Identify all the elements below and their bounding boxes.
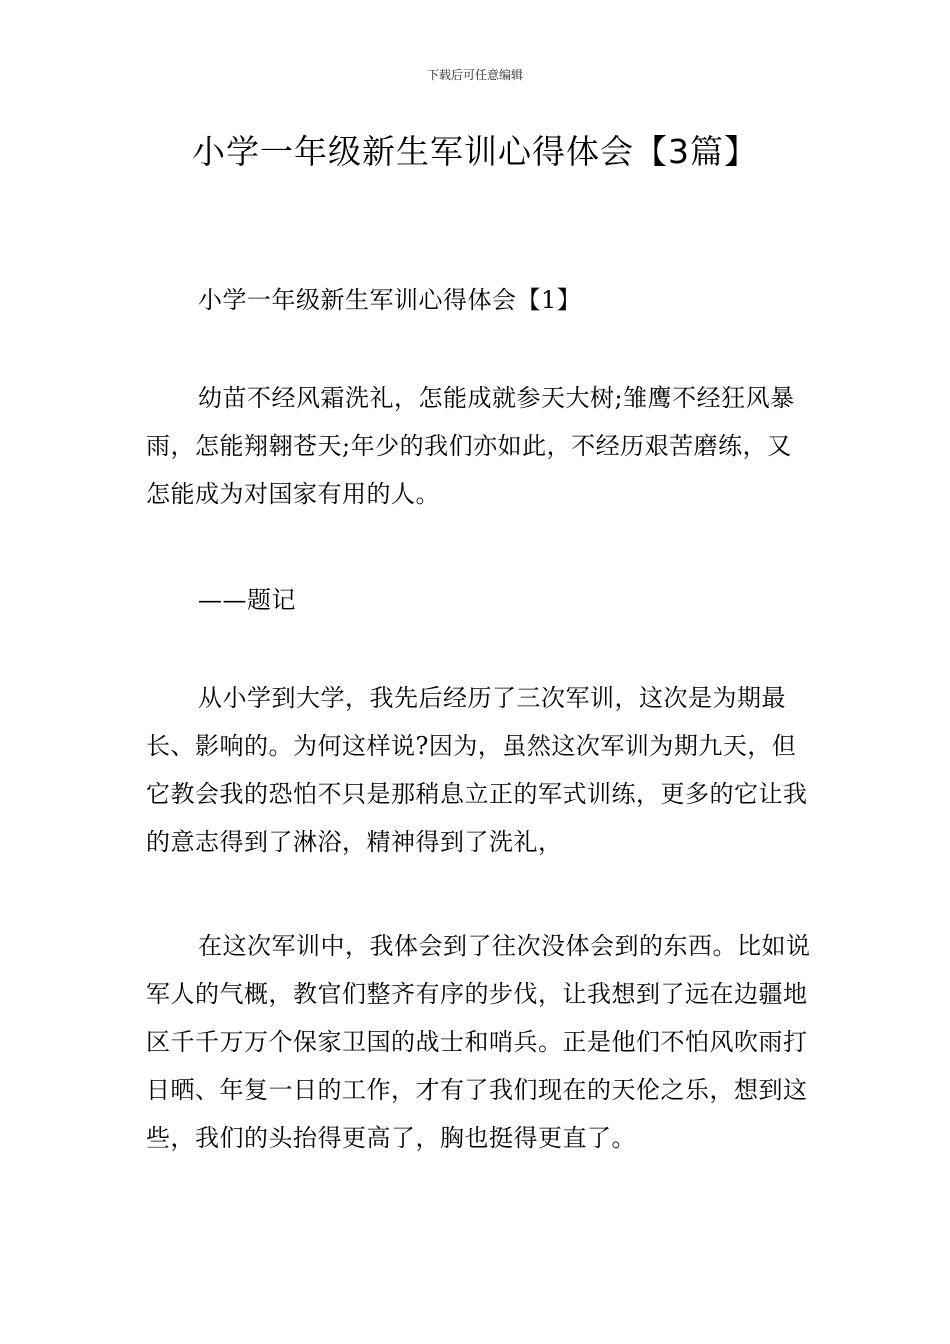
paragraph-military-training-experience: 在这次军训中，我体会到了往次没体会到的东西。比如说军人的气概，教官们整齐有序的步伐，让我想到了远在边疆地区千千万万个保家卫国的战士和哨兵。正是他们不怕风吹雨打日晒、年复一日的工作，才有了我们现在的天伦之乐，想到这些，我们的头抬得更高了，胸也挺得更直了。 xyxy=(146,932,811,1152)
paragraph-attribution: ——题记 xyxy=(198,586,296,614)
header-note: 下载后可任意编辑 xyxy=(426,68,523,82)
document-title: 小学一年级新生军训心得体会【3篇】 xyxy=(192,132,758,171)
section-heading: 小学一年级新生军训心得体会【1】 xyxy=(198,286,582,314)
paragraph-epigraph: 幼苗不经风霜洗礼，怎能成就参天大树;雏鹰不经狂风暴雨，怎能翔翱苍天;年少的我们亦如此，不经历艰苦磨练，又怎能成为对国家有用的人。 xyxy=(146,384,795,508)
paragraph-military-training-intro: 从小学到大学，我先后经历了三次军训，这次是为期最长、影响的。为何这样说?因为，虽然这次军训为期九天，但它教会我的恐怕不只是那稍息立正的军式训练，更多的它让我的意志得到了淋浴，精神得到了洗礼， xyxy=(146,684,808,856)
